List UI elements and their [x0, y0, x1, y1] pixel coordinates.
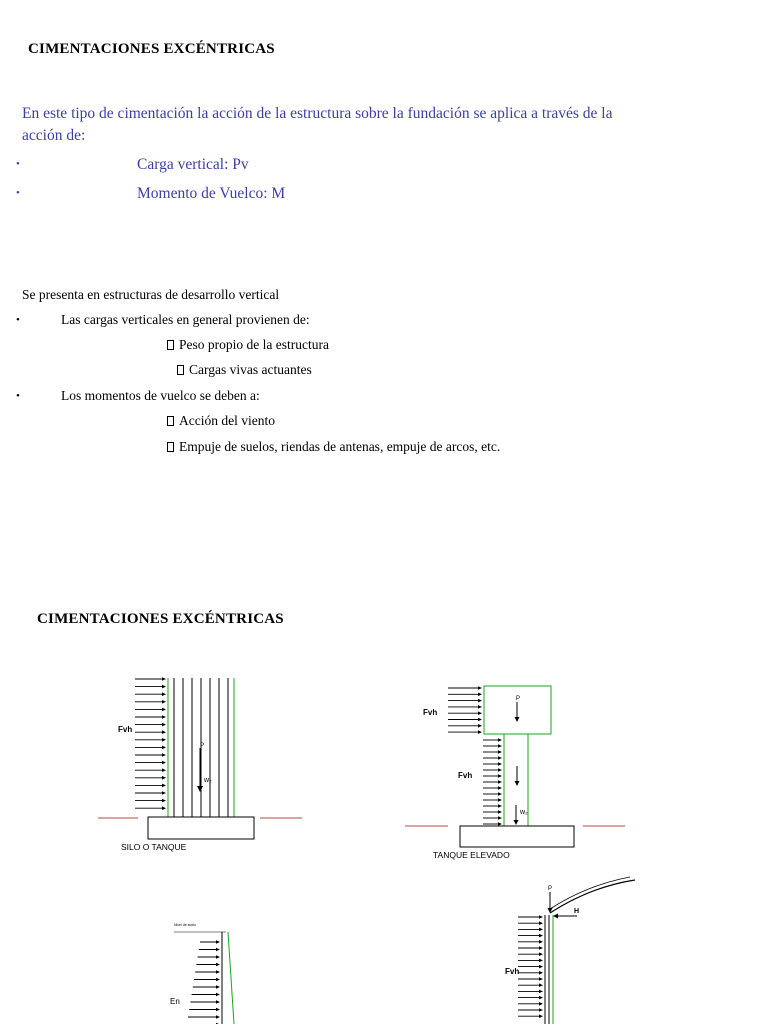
arrow-head — [539, 983, 543, 987]
arrow-head — [539, 946, 543, 950]
bullet-marker: • — [16, 158, 20, 170]
p-label: P — [516, 696, 521, 702]
arrow-head — [539, 952, 543, 956]
arrow-head — [216, 955, 220, 959]
arrow-head — [162, 677, 166, 681]
arrow-head — [498, 792, 502, 796]
arrow-head — [162, 723, 166, 727]
arrow-head — [216, 948, 220, 952]
force-label: Fvh — [505, 967, 520, 976]
elevated-tank-diagram — [400, 680, 630, 865]
arrow-head — [216, 1015, 220, 1019]
silo-caption: SILO O TANQUE — [121, 842, 187, 852]
arrow-head — [539, 940, 543, 944]
arrow-head — [539, 971, 543, 975]
arrow-head — [216, 993, 220, 997]
arrow-head — [162, 746, 166, 750]
tank-caption: TANQUE ELEVADO — [433, 850, 510, 860]
arrow-head — [162, 791, 166, 795]
arrow-head — [216, 985, 220, 989]
load-moment: Momento de Vuelco: M — [137, 185, 286, 202]
w-label: w₂ — [204, 777, 212, 784]
arrow-head — [498, 744, 502, 748]
symbol-icon — [167, 340, 174, 350]
section-title: CIMENTACIONES EXCÉNTRICAS — [37, 611, 284, 627]
arrow-head — [539, 1002, 543, 1006]
arrow-head — [478, 711, 482, 715]
force-label-mid: Fvh — [458, 771, 473, 780]
arrow-head — [162, 715, 166, 719]
arrow-head — [498, 804, 502, 808]
symbol-icon — [177, 365, 184, 375]
arrow-head — [498, 750, 502, 754]
arrow-head — [162, 708, 166, 712]
arch-support-diagram — [495, 875, 645, 1024]
arrow-head — [498, 798, 502, 802]
silo-diagram — [90, 670, 310, 860]
w-label: w₂ — [520, 809, 528, 816]
vertical-loads-heading: Las cargas verticales en general provienen de: — [61, 312, 310, 327]
arrow-head — [539, 977, 543, 981]
moment-item: Acción del viento — [167, 413, 275, 429]
arrow-head — [539, 959, 543, 963]
force-label: Fvh — [118, 725, 133, 734]
page-title: CIMENTACIONES EXCÉNTRICAS — [28, 41, 275, 57]
arrow-head — [162, 738, 166, 742]
symbol-icon — [167, 416, 174, 426]
arrow-head — [498, 738, 502, 742]
arrow-head — [478, 699, 482, 703]
vertical-load-item: Peso propio de la estructura — [167, 337, 329, 353]
arrow-head — [539, 915, 543, 919]
arrow-head — [539, 996, 543, 1000]
vertical-text: Se presenta en estructuras de desarrollo vertical — [22, 287, 280, 302]
moments-heading: Los momentos de vuelco se deben a: — [61, 388, 260, 403]
arrow-head — [498, 822, 502, 826]
force-label-top: Fvh — [423, 708, 438, 717]
retaining-wall-diagram — [160, 920, 250, 1024]
p-label: P — [548, 886, 553, 892]
arrow-head — [478, 686, 482, 690]
arrow-head — [216, 1008, 220, 1012]
arrow-head — [162, 761, 166, 765]
arrow-head — [162, 753, 166, 757]
arrow-head — [498, 768, 502, 772]
bullet-marker: • — [16, 314, 20, 326]
arrow-head — [478, 724, 482, 728]
arrow-head — [162, 776, 166, 780]
symbol-icon — [167, 442, 174, 452]
load-vertical: Carga vertical: Pv — [137, 156, 249, 173]
arrow-head — [478, 718, 482, 722]
ground-note: Nivel de suelo — [174, 923, 196, 927]
arrow-head — [539, 1014, 543, 1018]
arrow-head — [162, 692, 166, 696]
bullet-marker: • — [16, 390, 20, 402]
p-label: P — [200, 743, 205, 749]
arrow-head — [539, 921, 543, 925]
arrow-head — [162, 784, 166, 788]
arrow-head — [216, 978, 220, 982]
arrow-head — [478, 693, 482, 697]
arrow-head — [478, 730, 482, 734]
arrow-head — [539, 965, 543, 969]
intro-line-2: acción de: — [22, 127, 86, 144]
arrow-head — [162, 730, 166, 734]
arrow-head — [498, 762, 502, 766]
arrow-head — [498, 816, 502, 820]
arrow-head — [498, 774, 502, 778]
force-label: En — [170, 997, 180, 1006]
arrow-head — [498, 786, 502, 790]
arrow-head — [162, 768, 166, 772]
bullet-marker: • — [16, 187, 20, 199]
moment-item: Empuje de suelos, riendas de antenas, empuje de arcos, etc. — [167, 439, 500, 455]
arrow-head — [478, 705, 482, 709]
arrow-head — [539, 1008, 543, 1012]
arrow-head — [539, 928, 543, 932]
vertical-load-item: Cargas vivas actuantes — [177, 362, 312, 378]
arrow-head — [162, 700, 166, 704]
arrow-head — [216, 940, 220, 944]
arrow-head — [498, 810, 502, 814]
arrow-head — [539, 934, 543, 938]
arrow-head — [498, 780, 502, 784]
arrow-head — [162, 806, 166, 810]
arrow-head — [216, 963, 220, 967]
arrow-head — [216, 970, 220, 974]
arrow-head — [162, 799, 166, 803]
h-label: H — [574, 908, 580, 915]
intro-line-1: En este tipo de cimentación la acción de la estructura sobre la fundación se aplica a través de la — [22, 105, 613, 122]
arrow-head — [498, 756, 502, 760]
arrow-head — [162, 685, 166, 689]
arrow-head — [216, 1000, 220, 1004]
arrow-head — [539, 990, 543, 994]
